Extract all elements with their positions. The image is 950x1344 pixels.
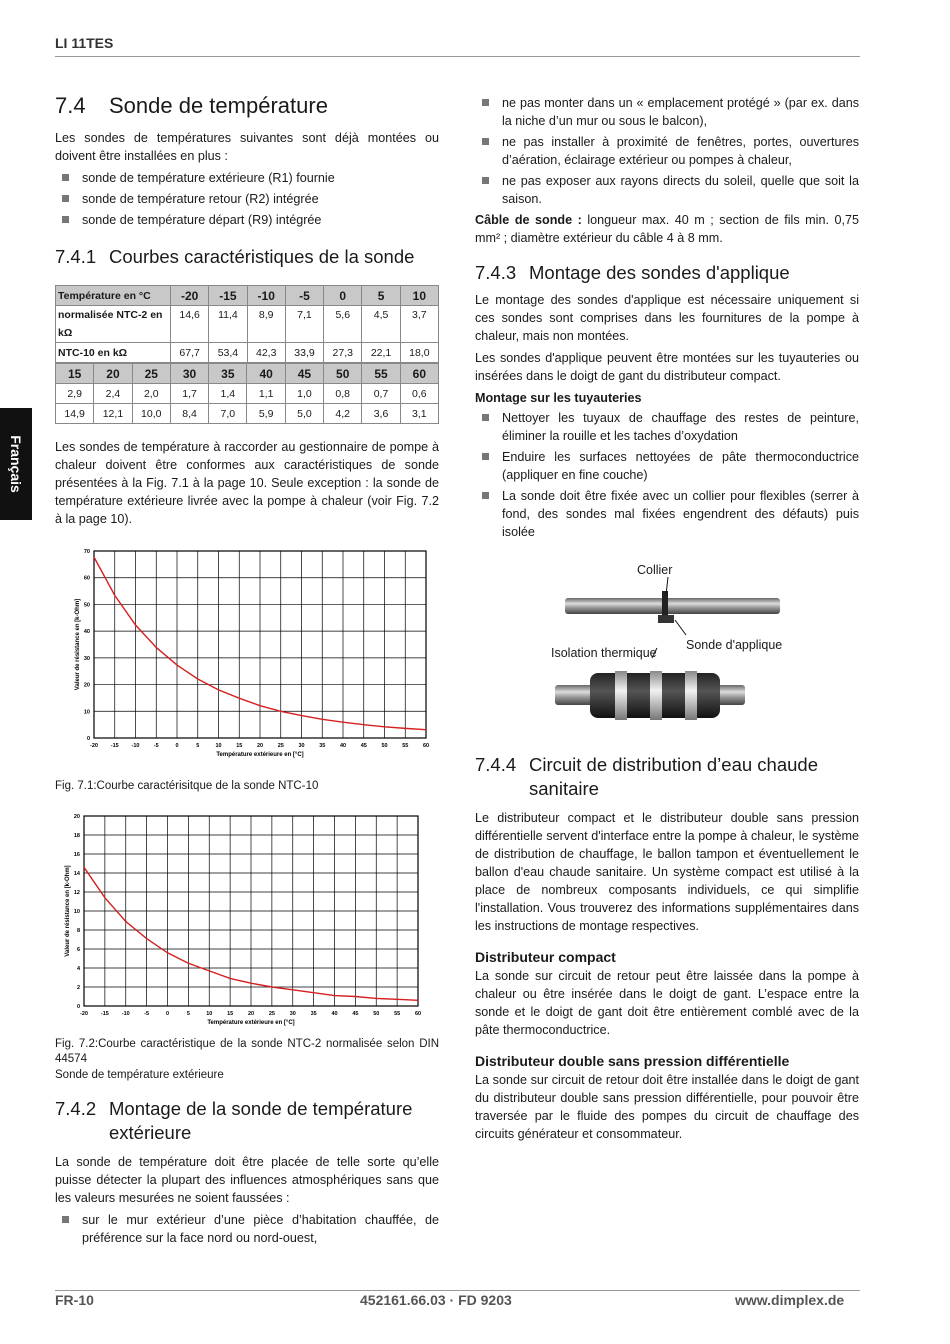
y-tick-label: 10 xyxy=(73,909,80,915)
table-cell: 12,1 xyxy=(94,404,132,424)
table-cell: 3,6 xyxy=(362,404,400,424)
table-cell: 4,5 xyxy=(362,306,400,343)
y-tick-label: 60 xyxy=(83,575,90,582)
y-tick-label: 12 xyxy=(73,890,80,896)
contact-sensor xyxy=(658,615,674,623)
section-7-4-4-heading: 7.4.4 Circuit de distribution d’eau chaude sanitaire xyxy=(475,754,818,799)
x-tick-label: 10 xyxy=(215,743,222,749)
table-cell: 8,4 xyxy=(170,404,208,424)
table-cell: 30 xyxy=(170,364,208,384)
x-tick-label: 55 xyxy=(394,1011,401,1017)
x-tick-label: 35 xyxy=(310,1011,317,1017)
x-tick-label: 60 xyxy=(422,743,430,749)
x-tick-label: 25 xyxy=(277,743,284,749)
label-collier: Collier xyxy=(637,563,673,577)
x-tick-label: 50 xyxy=(373,1011,380,1017)
x-tick-label: -15 xyxy=(110,743,119,749)
footer-url: www.dimplex.de xyxy=(735,1292,845,1308)
y-tick-label: 16 xyxy=(73,852,80,858)
table-cell: 0,8 xyxy=(324,384,362,404)
y-tick-label: 50 xyxy=(83,602,90,609)
section-7-4-1-heading: 7.4.1 Courbes caractéristiques de la sonde xyxy=(55,246,415,267)
section-7-4-2 xyxy=(55,1097,439,1250)
x-tick-label: -10 xyxy=(131,743,140,749)
table-cell: 33,9 xyxy=(285,343,323,363)
table-cell: -10 xyxy=(247,286,285,306)
x-tick-label: 5 xyxy=(196,743,200,749)
x-tick-label: -20 xyxy=(90,743,98,749)
x-tick-label: -20 xyxy=(80,1011,88,1017)
section-7-4-3-para2: Les sondes d'applique peuvent être montées sur les tuyauteries ou insérées dans le doigt de gant du distributeur compact. xyxy=(475,351,859,383)
section-7-4-4-paragraph: Le distributeur compact et le distributeur double sans pression différentielle servent d'interface entre la pompe à chaleur, le système de distribution de chauffage, le ballon tampon et éventuellement le ballon d'eau chaude sanitaire. Un système compact est utilisé à la place de nombreux composants individuels, ce qui simplifie l'installation. Vous trouverez des informations supplémentaires dans les instructions de montage respectives. xyxy=(475,811,859,933)
y-tick-label: 2 xyxy=(76,985,80,991)
y-axis-label: Valeur de résistance en [k-Ohm] xyxy=(75,598,81,691)
table-cell: 11,4 xyxy=(209,306,247,343)
table-cell: 0,6 xyxy=(400,384,438,404)
list-item: Enduire les surfaces nettoyées de pâte thermoconductrice (appliquer en fine couche) xyxy=(475,448,859,484)
table-cell: 15 xyxy=(56,364,94,384)
x-tick-label: 40 xyxy=(331,1011,338,1017)
pipe-mounting-list xyxy=(475,409,859,541)
table-cell: 4,2 xyxy=(324,404,362,424)
y-tick-label: 18 xyxy=(73,833,80,839)
cable-spec-label: Câble de sonde : xyxy=(475,213,582,227)
table-cell: 1,0 xyxy=(285,384,323,404)
section-7-4-1-paragraph: Les sondes de température à raccorder au gestionnaire de pompe à chaleur doivent être conformes aux caractéristiques de sonde présentées à la Fig. 7.1 à la page 10. Seule exception : la sonde de température extérieure livrée avec la pompe à chaleur (voir Fig. 7.2 à la page 10). xyxy=(55,440,439,526)
table-cell: 60 xyxy=(400,364,438,384)
fig-7-1-caption: Fig. 7.1:Courbe caractérisitque de la sonde NTC-10 xyxy=(55,780,319,792)
y-tick-label: 30 xyxy=(83,655,90,662)
x-tick-label: 20 xyxy=(247,1011,255,1017)
x-tick-label: 40 xyxy=(339,743,347,749)
x-tick-label: 15 xyxy=(227,1011,234,1017)
x-tick-label: 10 xyxy=(206,1011,213,1017)
x-tick-label: 45 xyxy=(360,743,367,749)
subhead-distributeur-compact: Distributeur compact xyxy=(475,949,616,965)
section-7-4-3-para1: Le montage des sondes d'applique est nécessaire uniquement si ces sondes sont comprises dans les fournitures de la pompe à chaleur, mais non montées. xyxy=(475,293,859,343)
table-cell: 3,7 xyxy=(400,306,438,343)
table-cell: 1,7 xyxy=(170,384,208,404)
ntc2-chart xyxy=(55,810,439,1030)
footer-page: FR-10 xyxy=(55,1292,94,1308)
x-tick-label: -5 xyxy=(144,1011,150,1017)
mounting-list xyxy=(55,1211,439,1247)
list-item: ne pas exposer aux rayons directs du soleil, quelle que soit la saison. xyxy=(475,172,859,208)
y-tick-label: 10 xyxy=(83,709,90,716)
fig-7-2-caption-2: Sonde de température extérieure xyxy=(55,1069,224,1081)
table-cell: 55 xyxy=(362,364,400,384)
table-cell: 1,4 xyxy=(209,384,247,404)
distributeur-compact-paragraph: La sonde sur circuit de retour peut être laissée dans la pompe à chaleur ou être insérée dans le doigt de gant. L’espace entre la sonde et le doigt de gant doit être entièrement comblé avec de la pâte thermoconductrice. xyxy=(475,969,859,1037)
table-cell: -15 xyxy=(209,286,247,306)
fig-7-2-caption: Fig. 7.2:Courbe caractéristique de la sonde NTC-2 normalisée selon DIN 44574 xyxy=(55,1038,439,1065)
cable-spec xyxy=(475,211,859,247)
y-tick-label: 0 xyxy=(86,736,90,742)
list-item: ne pas installer à proximité de fenêtres, portes, ouvertures d’aération, éclairage extérieur ou pompes à chaleur, xyxy=(475,133,859,169)
x-axis-label: Température extérieure en [°C] xyxy=(216,752,304,758)
bare-pipe xyxy=(565,598,780,614)
x-tick-label: 15 xyxy=(236,743,243,749)
list-item: ne pas monter dans un « emplacement protégé » (par ex. dans la niche d’un mur ou sous le balcon), xyxy=(475,94,859,130)
table-cell: 35 xyxy=(209,364,247,384)
y-tick-label: 0 xyxy=(76,1004,80,1010)
table-cell: 7,1 xyxy=(285,306,323,343)
x-tick-label: 45 xyxy=(352,1011,359,1017)
table-cell: 25 xyxy=(132,364,170,384)
list-item: sonde de température extérieure (R1) fournie xyxy=(55,169,439,187)
table-cell: 40 xyxy=(247,364,285,384)
distributeur-double-paragraph: La sonde sur circuit de retour doit être installée dans le doigt de gant du distributeur double sans pression différentielle, pour pouvoir être traversée par le fluide des pompes du circuit de chauffage des circuits générateur et consommateur. xyxy=(475,1073,859,1141)
table-header-cell: Température en °C xyxy=(56,286,171,306)
x-tick-label: -10 xyxy=(121,1011,130,1017)
table-cell: -5 xyxy=(285,286,323,306)
table-cell: 14,6 xyxy=(171,306,209,343)
list-item: sonde de température départ (R9) intégrée xyxy=(55,211,439,229)
cable-spec-text: longueur max. 40 m ; section de fils min. 0,75 mm² ; diamètre extérieur du câble 4 à 8 mm. xyxy=(475,213,859,245)
table-cell: 5,6 xyxy=(324,306,362,343)
sensor-table xyxy=(55,285,439,363)
x-tick-label: 0 xyxy=(175,743,179,749)
table-cell: 5 xyxy=(362,286,400,306)
x-tick-label: 20 xyxy=(256,743,264,749)
y-tick-label: 14 xyxy=(73,871,80,877)
table-cell: 5,9 xyxy=(247,404,285,424)
sensor-table-2 xyxy=(55,363,439,424)
x-tick-label: 35 xyxy=(319,743,326,749)
mounting-rules-list xyxy=(475,94,859,208)
table-cell: 2,4 xyxy=(94,384,132,404)
table-cell: 42,3 xyxy=(247,343,285,363)
table-cell: 50 xyxy=(324,364,362,384)
label-sonde-applique: Sonde d'applique xyxy=(686,638,783,652)
right-column xyxy=(475,94,859,544)
ntc10-chart xyxy=(55,545,439,765)
table-cell: 7,0 xyxy=(209,404,247,424)
x-tick-label: 60 xyxy=(414,1011,422,1017)
table-cell: 53,4 xyxy=(209,343,247,363)
sensor-list xyxy=(55,169,439,229)
table-cell: 14,9 xyxy=(56,404,94,424)
table-cell: 27,3 xyxy=(324,343,362,363)
x-tick-label: 0 xyxy=(165,1011,170,1017)
table-cell: 18,0 xyxy=(400,343,438,363)
table-cell: -20 xyxy=(171,286,209,306)
table-cell: 0 xyxy=(324,286,362,306)
section-7-4-2-heading: 7.4.2 Montage de la sonde de température extérieure xyxy=(55,1098,413,1143)
y-tick-label: 8 xyxy=(76,928,80,934)
section-7-4-3-subhead: Montage sur les tuyauteries xyxy=(475,391,642,405)
x-tick-label: 25 xyxy=(268,1011,275,1017)
section-7-4-3-heading: 7.4.3 Montage des sondes d'applique xyxy=(475,262,790,283)
table-cell: 2,0 xyxy=(132,384,170,404)
x-tick-label: 50 xyxy=(381,743,388,749)
left-column xyxy=(55,93,439,532)
table-cell: 2,9 xyxy=(56,384,94,404)
list-item: sur le mur extérieur d’une pièce d’habitation chauffée, de préférence sur la face nord ou nord-ouest, xyxy=(55,1211,439,1247)
section-7-4-intro: Les sondes de températures suivantes sont déjà montées ou doivent être installées en plus : xyxy=(55,131,439,163)
footer-doc-number: 452161.66.03 · FD 9203 xyxy=(360,1292,512,1308)
header-title: LI 11TES xyxy=(55,35,114,51)
x-tick-label: 30 xyxy=(298,743,305,749)
table-cell: 22,1 xyxy=(362,343,400,363)
y-tick-label: 6 xyxy=(76,947,80,953)
table-cell: 10 xyxy=(400,286,438,306)
section-7-4-heading: 7.4 Sonde de température xyxy=(55,93,328,118)
y-tick-label: 70 xyxy=(83,549,90,555)
section-7-4-4 xyxy=(475,753,859,1147)
x-axis-label: Température extérieure en [°C] xyxy=(207,1020,295,1026)
y-axis-label: Valeur de résistance en [k-Ohm] xyxy=(65,865,71,957)
table-cell: 0,7 xyxy=(362,384,400,404)
y-tick-label: 20 xyxy=(73,814,80,820)
table-cell: 5,0 xyxy=(285,404,323,424)
subhead-distributeur-double: Distributeur double sans pression différentielle xyxy=(475,1053,790,1069)
x-tick-label: -15 xyxy=(100,1011,109,1017)
language-tab xyxy=(0,408,32,520)
table-row-label: normalisée NTC-2 en kΩ xyxy=(56,306,171,343)
table-cell: 8,9 xyxy=(247,306,285,343)
y-tick-label: 20 xyxy=(83,682,90,689)
table-cell: 1,1 xyxy=(247,384,285,404)
y-tick-label: 4 xyxy=(76,966,80,972)
header-rule xyxy=(55,56,860,57)
list-item: La sonde doit être fixée avec un collier pour flexibles (serrer à fond, des sondes mal fixées engendrent des défauts) puis isolée xyxy=(475,487,859,541)
list-item: Nettoyer les tuyaux de chauffage des restes de peinture, éliminer la rouille et les taches d’oxydation xyxy=(475,409,859,445)
section-7-4-2-paragraph: La sonde de température doit être placée de telle sorte qu’elle puisse détecter la plupart des influences atmosphériques sans que les valeurs mesurées ne soient faussées : xyxy=(55,1155,439,1205)
table-cell: 67,7 xyxy=(171,343,209,363)
x-tick-label: 55 xyxy=(402,743,409,749)
label-isolation: Isolation thermique xyxy=(551,646,657,660)
table-row-label: NTC-10 en kΩ xyxy=(56,343,171,363)
x-tick-label: 5 xyxy=(186,1011,190,1017)
language-tab-label: Français xyxy=(8,435,24,493)
y-tick-label: 40 xyxy=(83,629,90,636)
x-tick-label: 30 xyxy=(289,1011,296,1017)
footer-rule xyxy=(55,1290,860,1291)
x-tick-label: -5 xyxy=(153,743,159,749)
table-cell: 3,1 xyxy=(400,404,438,424)
table-cell: 10,0 xyxy=(132,404,170,424)
table-cell: 20 xyxy=(94,364,132,384)
list-item: sonde de température retour (R2) intégrée xyxy=(55,190,439,208)
table-cell: 45 xyxy=(285,364,323,384)
